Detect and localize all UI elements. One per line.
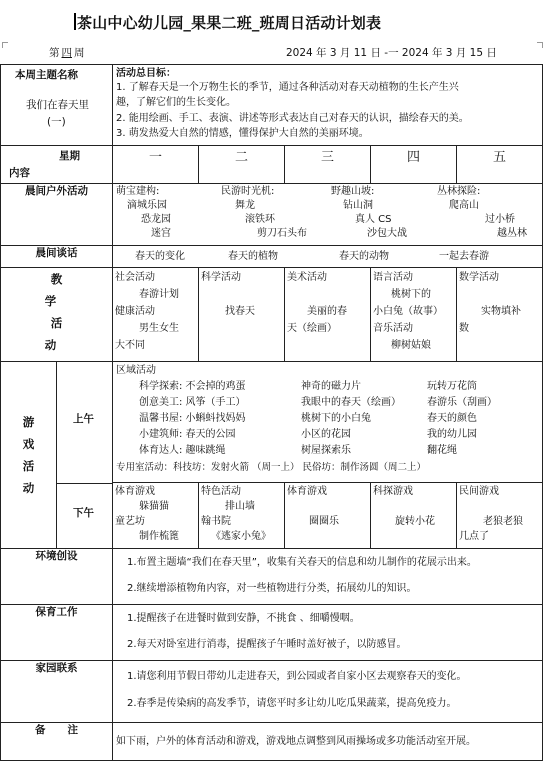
zone-item: 小建筑师: 春天的公园 [139, 429, 236, 440]
talk-label-cell [1, 246, 113, 268]
home-row [1, 661, 543, 723]
pm-item: 翰书院 [201, 516, 231, 527]
home-line: 1.请您利用节假日带幼儿走进春天，到公园或者自家小区去观察春天的变化。 [127, 671, 467, 682]
environment-row [1, 549, 543, 605]
outdoor-item: 钻山洞 [343, 200, 373, 211]
game-label [1, 362, 56, 548]
zone-item: 我的幼儿园 [427, 429, 477, 440]
home-content [113, 661, 543, 723]
goal-line: 3. 萌发热爱大自然的情感，懂得保护大自然的美丽环境。 [116, 128, 369, 139]
special-room-activity: 专用室活动：科技坊：发射火箭 （周一上） 民俗坊：制作汤圆（周二上） [116, 462, 427, 473]
teaching-label-char: 学 [44, 294, 57, 308]
weekday-label: 五 [493, 150, 507, 165]
pm-item: 躲猫猫 [139, 501, 169, 512]
text-cursor [74, 13, 76, 30]
theme-name-line2: (一) [47, 116, 66, 128]
goal-line: 趣，了解它们的生长变化。 [116, 97, 236, 108]
zone-item: 春天的颜色 [427, 413, 477, 424]
home-label: 家园联系 [35, 662, 78, 674]
game-pm-col5 [457, 483, 543, 549]
talk-item: 春天的动物 [339, 251, 389, 262]
outdoor-group: 民游时光机: [221, 186, 275, 197]
environment-line: 1.布置主题墙“我们在春天里”，收集有关春天的信息和幼儿制作的花展示出来。 [127, 557, 477, 568]
teaching-item: 找春天 [225, 306, 255, 317]
date-range: 2024 年 3 月 11 日 -一 2024 年 3 月 15 日 [286, 47, 497, 59]
talk-item: 一起去春游 [439, 251, 489, 262]
outdoor-item: 迷宫 [151, 228, 171, 239]
environment-content [113, 549, 543, 605]
game-pm-col4 [371, 483, 457, 549]
pm-item: 制作梳篦 [139, 531, 179, 542]
care-line: 1.提醒孩子在进餐时做到安静，不挑食 、细嚼慢咽。 [127, 613, 360, 624]
pm-item: 《逃家小兔》 [211, 531, 271, 542]
doc-title[interactable]: 茶山中心幼儿园_果果二班_班周日活动计划表 [77, 14, 382, 32]
game-am-row [1, 362, 543, 483]
home-line: 2.春季是传染病的高发季节，请您平时多让幼儿吃瓜果蔬菜，提高免疫力。 [127, 698, 457, 709]
margin-mark-left [2, 42, 8, 48]
week-number: 四 [61, 47, 72, 59]
teaching-monday [113, 268, 199, 362]
weekday-friday [457, 146, 543, 184]
weekday-tuesday [199, 146, 285, 184]
pm-item: 特色活动 [201, 486, 241, 497]
weekday-label: 一 [148, 150, 162, 165]
pm-item: 民间游戏 [459, 486, 499, 497]
talk-item: 春天的变化 [135, 251, 185, 262]
outdoor-group: 野趣山坡: [331, 186, 375, 197]
teaching-item: 小白兔（故事） [373, 306, 443, 317]
game-label-char: 游 [22, 415, 35, 429]
teaching-item: 男生女生 [139, 323, 179, 334]
week-label [49, 46, 85, 60]
theme-goals-cell [113, 65, 543, 146]
zone-item: 玩转万花筒 [427, 381, 477, 392]
pm-item: 几点了 [459, 531, 489, 542]
zone-item: 神奇的磁力片 [301, 381, 361, 392]
weekly-plan-table [0, 64, 543, 761]
outdoor-item: 真人 CS [355, 214, 392, 225]
environment-line: 2.继续增添植物角内容，对一些植物进行分类，拓展幼儿的知识。 [127, 583, 417, 594]
weekday-label: 三 [320, 150, 334, 165]
zone-item: 温馨书屋: 小蝌蚪找妈妈 [139, 413, 246, 424]
teaching-thursday [371, 268, 457, 362]
game-am-pm-divider [57, 483, 113, 484]
theme-name-line1: 我们在春天里 [26, 99, 89, 111]
weekday-label: 二 [234, 150, 248, 165]
teaching-label-cell [1, 268, 113, 362]
pm-item: 体育游戏 [287, 486, 327, 497]
theme-header: 本周主题名称 [15, 69, 78, 81]
care-row [1, 605, 543, 661]
teaching-wednesday [285, 268, 371, 362]
weekday-monday [113, 146, 199, 184]
remarks-content [113, 723, 543, 761]
pm-item: 科探游戏 [373, 486, 413, 497]
game-pm-label: 下午 [73, 507, 94, 519]
care-line: 2.每天对卧室进行消毒，提醒孩子午睡时盖好被子，以防感冒。 [127, 639, 407, 650]
pm-item: 旋转小花 [395, 516, 435, 527]
zone-item: 我眼中的春天（绘画） [301, 397, 401, 408]
weekday-corner-cell [1, 146, 113, 184]
outdoor-item: 滴城乐园 [127, 200, 167, 211]
teaching-item: 健康活动 [115, 306, 155, 317]
week-prefix: 第 [49, 47, 60, 59]
game-label-char: 动 [22, 481, 35, 495]
game-label-cell [1, 362, 113, 549]
pm-item: 圈圈乐 [309, 516, 339, 527]
teaching-item: 实物填补 [481, 306, 521, 317]
teaching-item: 桃树下的 [391, 289, 431, 300]
zone-item: 桃树下的小白兔 [301, 413, 371, 424]
outdoor-row [1, 184, 543, 246]
outdoor-item: 剪刀石头布 [257, 228, 307, 239]
game-am-content [113, 362, 543, 483]
game-pm-col1 [113, 483, 199, 549]
zone-item: 小区的花园 [301, 429, 351, 440]
outdoor-item: 越丛林 [497, 228, 527, 239]
zone-title: 区域活动 [116, 365, 156, 376]
environment-label-cell [1, 549, 113, 605]
zone-item: 创意美工: 风筝（手工） [139, 397, 246, 408]
teaching-friday [457, 268, 543, 362]
pm-item: 童艺坊 [115, 516, 145, 527]
goals-title: 活动总目标： [116, 68, 176, 79]
theme-row [1, 65, 543, 146]
remarks-text: 如下雨，户外的体育活动和游戏，游戏地点调整到风雨操场或多功能活动室开展。 [116, 736, 476, 747]
outdoor-item: 舞龙 [235, 200, 255, 211]
weekday-label: 四 [406, 150, 420, 165]
talk-row [1, 246, 543, 268]
pm-item: 排山墙 [225, 501, 255, 512]
outdoor-item: 滚铁环 [245, 214, 275, 225]
remarks-row [1, 723, 543, 761]
talk-label: 晨间谈话 [35, 247, 78, 259]
remarks-label: 备 注 [35, 724, 78, 736]
game-am-label: 上午 [73, 413, 94, 425]
outdoor-item: 恐龙园 [141, 214, 171, 225]
teaching-item: 春游计划 [139, 289, 179, 300]
weekday-thursday [371, 146, 457, 184]
game-label-char: 戏 [22, 437, 35, 451]
outdoor-group: 丛林探险: [437, 186, 481, 197]
theme-name-cell [1, 65, 113, 146]
teaching-item: 美术活动 [287, 272, 327, 283]
teaching-item: 天（绘画） [287, 323, 337, 334]
outdoor-item: 爬高山 [449, 200, 479, 211]
teaching-label-char: 动 [44, 338, 57, 352]
teaching-row [1, 268, 543, 362]
home-label-cell [1, 661, 113, 723]
teaching-label [1, 268, 112, 356]
game-label-column [1, 362, 57, 548]
weekday-header-row [1, 146, 543, 184]
weekday-corner-bottom: 内容 [9, 167, 30, 179]
remarks-label-cell [1, 723, 113, 761]
teaching-item: 数学活动 [459, 272, 499, 283]
teaching-item: 社会活动 [115, 272, 155, 283]
teaching-item: 数 [459, 323, 469, 334]
environment-label: 环境创设 [35, 550, 78, 562]
talk-item: 春天的植物 [228, 251, 278, 262]
goal-line: 1. 了解春天是一个万物生长的季节，通过各种活动对春天动植物的生长产生兴 [116, 82, 459, 93]
teaching-item: 科学活动 [201, 272, 241, 283]
weekday-wednesday [285, 146, 371, 184]
teaching-item: 柳树姑娘 [391, 340, 431, 351]
care-label: 保育工作 [35, 606, 78, 618]
zone-item: 体育达人: 趣味跳绳 [139, 445, 226, 456]
goal-line: 2. 能用绘画、手工、表演、讲述等形式表达自己对春天的认识，描绘春天的美。 [116, 113, 469, 124]
zone-item: 翻花绳 [427, 445, 457, 456]
outdoor-item: 过小桥 [485, 214, 515, 225]
outdoor-label-cell [1, 184, 113, 246]
zone-item: 树屋探索乐 [301, 445, 351, 456]
game-pm-col2 [199, 483, 285, 549]
care-content [113, 605, 543, 661]
weekday-corner-top: 星期 [59, 150, 80, 162]
care-label-cell [1, 605, 113, 661]
pm-item: 老狼老狼 [483, 516, 523, 527]
teaching-item: 大不同 [115, 340, 145, 351]
teaching-item: 美丽的春 [307, 306, 347, 317]
teaching-item: 语言活动 [373, 272, 413, 283]
pm-item: 体育游戏 [115, 486, 155, 497]
zone-item: 春游乐（刮画） [427, 397, 497, 408]
zone-item: 科学探索: 不会掉的鸡蛋 [139, 381, 246, 392]
game-label-char: 活 [22, 459, 35, 473]
teaching-label-char: 教 [50, 272, 63, 286]
talk-content-cell [113, 246, 543, 268]
outdoor-label: 晨间户外活动 [25, 185, 88, 197]
outdoor-item: 沙包大战 [367, 228, 407, 239]
teaching-tuesday [199, 268, 285, 362]
game-pm-col3 [285, 483, 371, 549]
week-suffix: 周 [74, 47, 85, 59]
teaching-label-char: 活 [50, 316, 63, 330]
outdoor-content-cell [113, 184, 543, 246]
outdoor-group: 萌宝建构: [116, 186, 160, 197]
margin-mark-right [537, 42, 543, 48]
teaching-item: 音乐活动 [373, 323, 413, 334]
